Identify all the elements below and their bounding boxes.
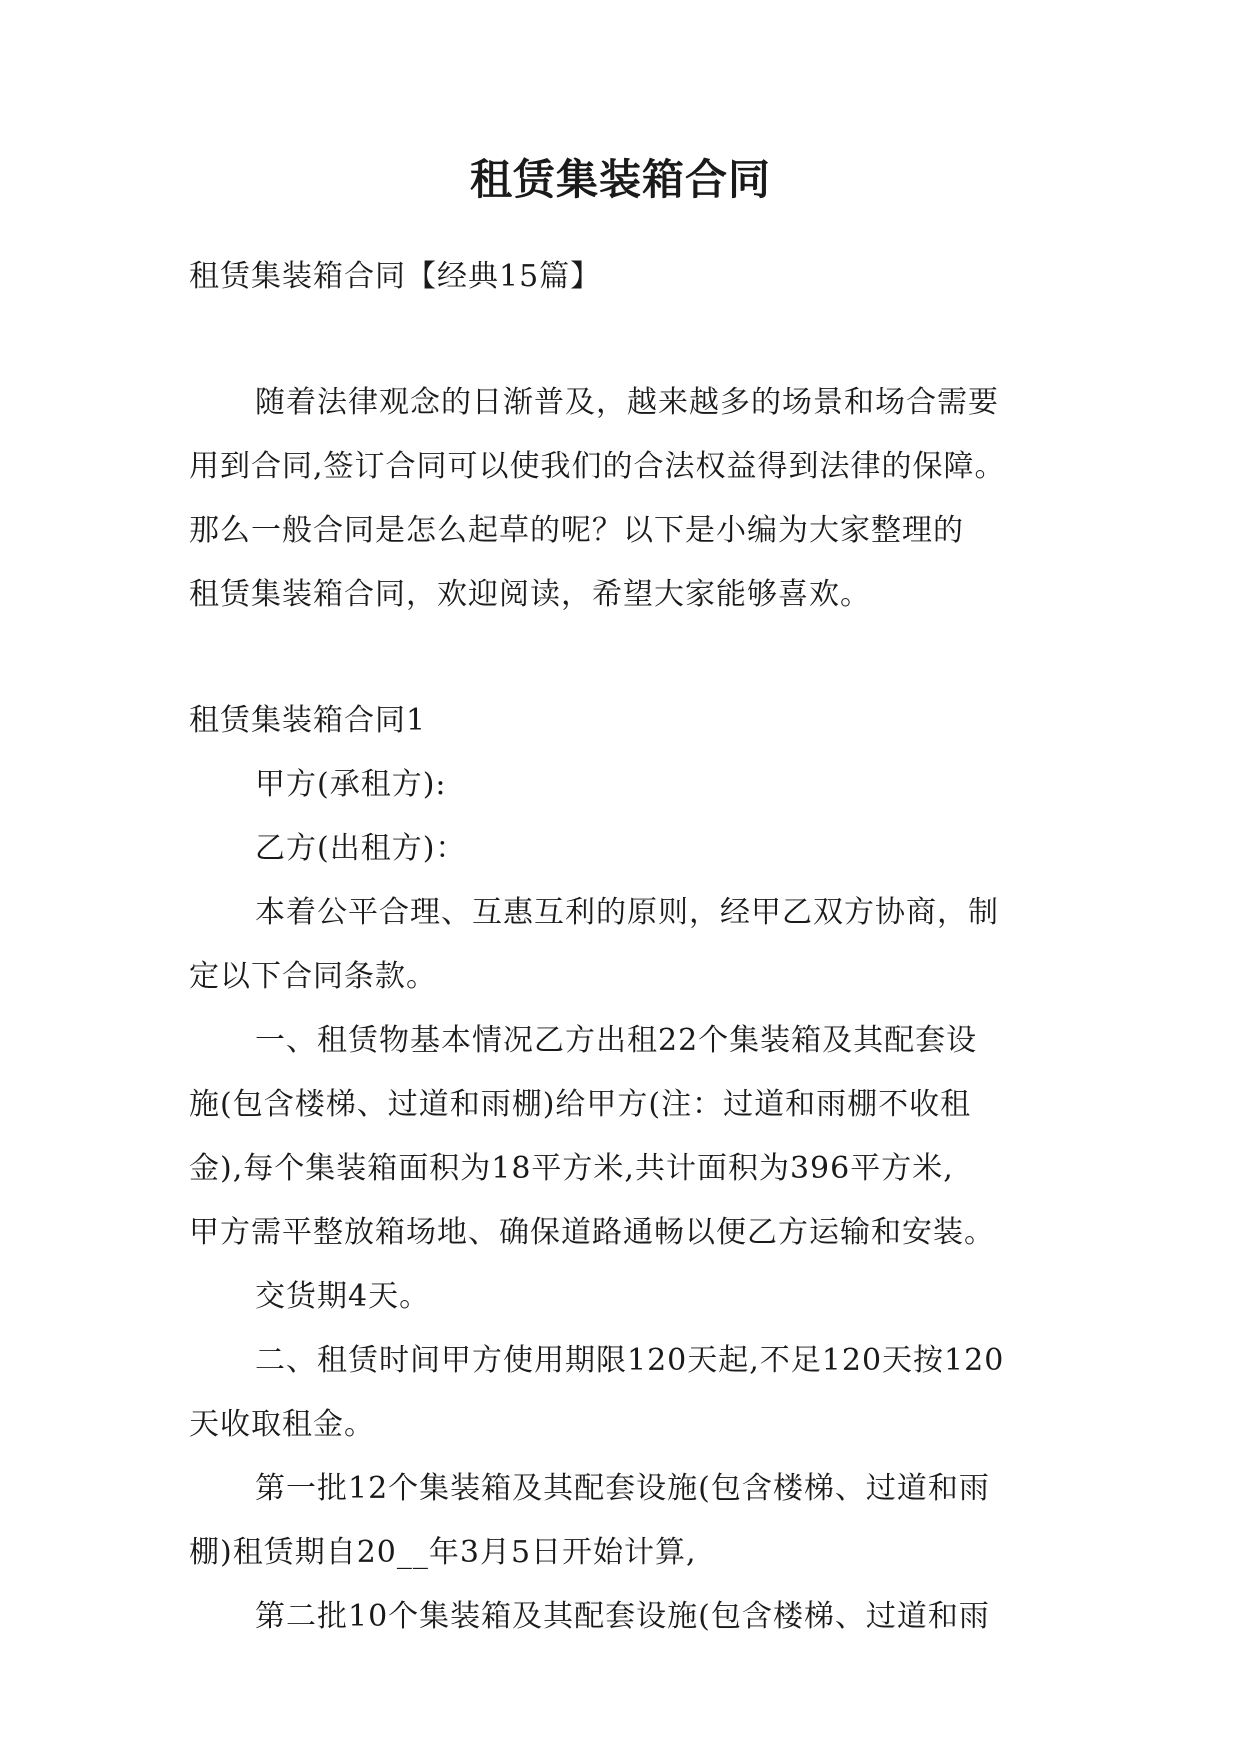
document-subtitle: 租赁集装箱合同【经典15篇】 [189,259,602,294]
spacer [189,309,1059,371]
clause1-line: 一、租赁物基本情况乙方出租22个集装箱及其配套设 [255,1023,978,1058]
intro-line: 租赁集装箱合同，欢迎阅读，希望大家能够喜欢。 [189,577,871,612]
delivery-line: 交货期4天。 [255,1279,431,1314]
clause1-line: 施(包含楼梯、过道和雨棚)给甲方(注：过道和雨棚不收租 [189,1087,972,1122]
intro-line: 那么一般合同是怎么起草的呢？以下是小编为大家整理的 [189,513,964,548]
batch1-line: 棚)租赁期自20__年3月5日开始计算, [189,1535,697,1570]
party-b-line: 乙方(出租方)： [255,831,467,866]
party-a-line: 甲方(承租方): [255,767,447,802]
principle-line: 定以下合同条款。 [189,959,437,994]
intro-line: 用到合同,签订合同可以使我们的合法权益得到法律的保障。 [189,449,1006,484]
document-title: 租赁集装箱合同 [469,155,771,204]
spacer [189,627,1059,689]
section-heading: 租赁集装箱合同1 [189,703,427,738]
clause1-line: 金),每个集装箱面积为18平方米,共计面积为396平方米, [189,1151,954,1186]
principle-line: 本着公平合理、互惠互利的原则，经甲乙双方协商，制 [255,895,999,930]
batch1-line: 第一批12个集装箱及其配套设施(包含楼梯、过道和雨 [255,1471,990,1506]
clause2-line: 二、租赁时间甲方使用期限120天起,不足120天按120 [255,1343,1005,1378]
clause1-line: 甲方需平整放箱场地、确保道路通畅以便乙方运输和安装。 [189,1215,995,1250]
document-body [189,245,1059,1649]
batch2-line: 第二批10个集装箱及其配套设施(包含楼梯、过道和雨 [255,1599,990,1634]
intro-line: 随着法律观念的日渐普及，越来越多的场景和场合需要 [255,385,999,420]
clause2-line: 天收取租金。 [189,1407,375,1442]
